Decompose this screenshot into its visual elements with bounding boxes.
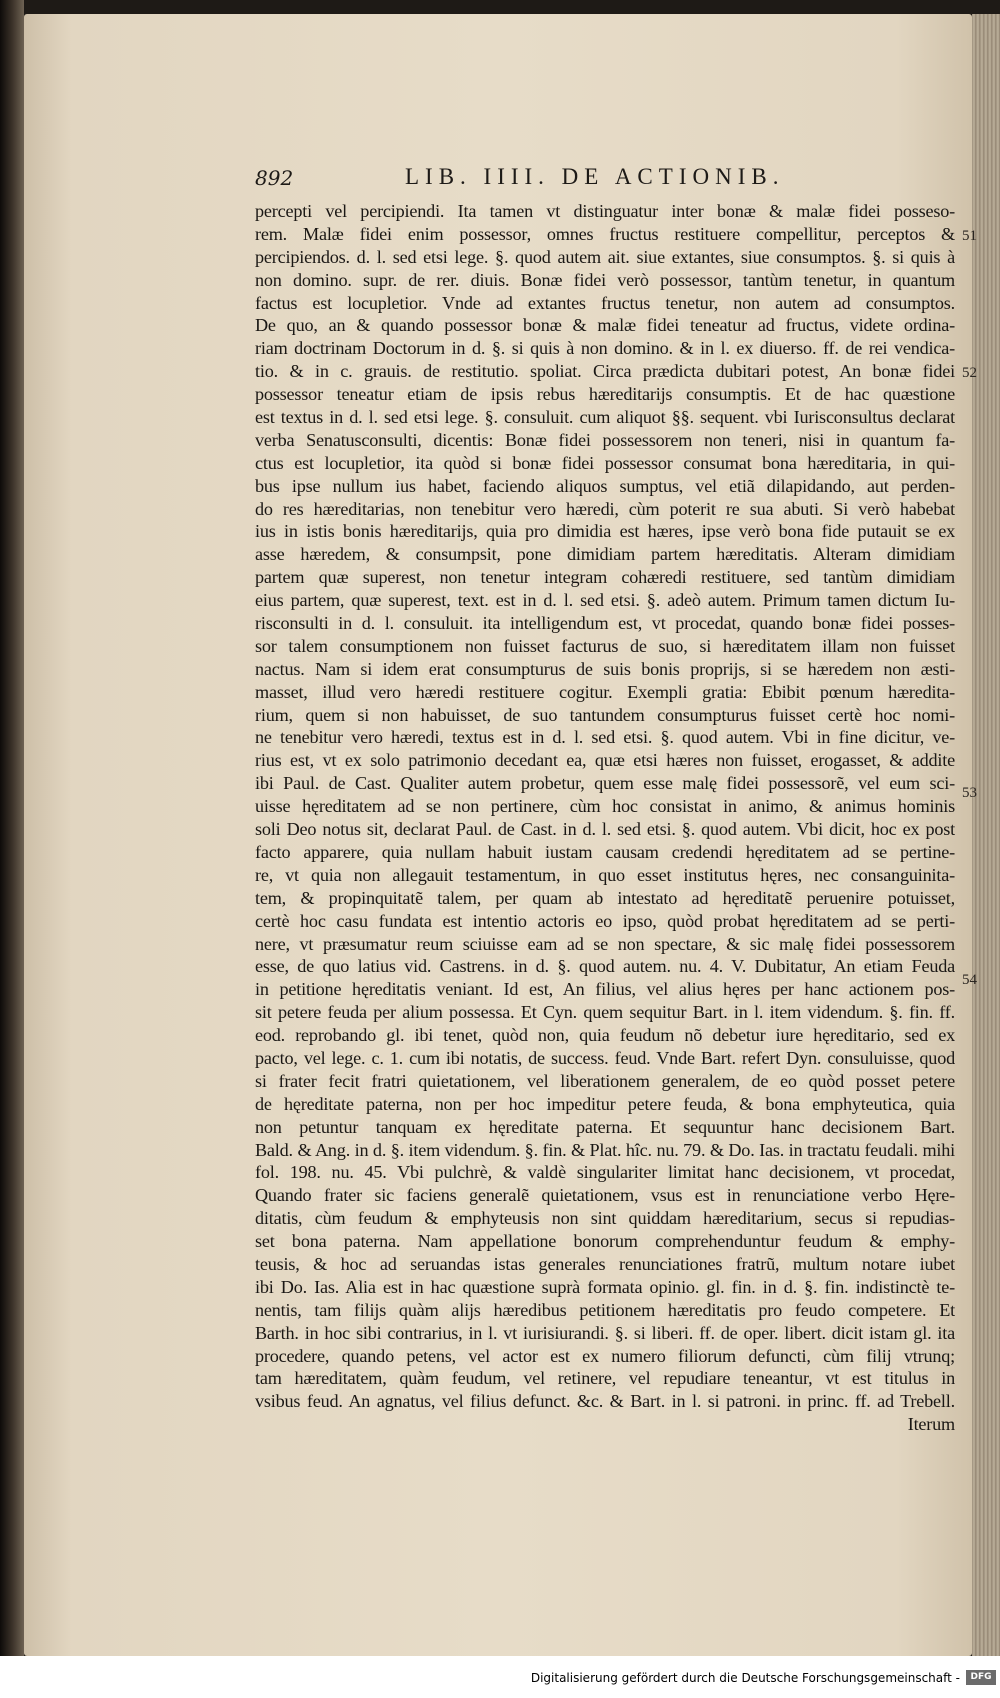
text-line: uisse hęreditatem ad se non pertinere, cùm hoc consistat in animo, & animus hominis xyxy=(255,796,955,817)
footer-credit: Digitalisierung gefördert durch die Deutsche Forschungsgemeinschaft - xyxy=(530,1671,960,1685)
text-line: sit petere feuda per alium possessa. Et Cyn. quem sequitur Bart. in l. item videndum. §. fin. ff. xyxy=(255,1002,955,1023)
text-line: esse, de quo latius vid. Castrens. in d. §. quod autem. nu. 4. V. Dubitatur, An etiam Feuda xyxy=(255,956,955,977)
body-text xyxy=(255,200,955,1436)
text-line: ibi Paul. de Cast. Qualiter autem probetur, quem esse malę fidei possessorẽ, vel eum sci- xyxy=(255,773,955,794)
text-line: eod. reprobando gl. ibi tenet, quòd non, quia feudum nõ debetur iure hęreditario, sed ex xyxy=(255,1025,955,1046)
text-line: sor talem consumptionem non fuisset facturus de suo, si hæreditatem illam non fuisset xyxy=(255,635,955,656)
footer-bar xyxy=(0,1656,1000,1698)
margin-number: 52 xyxy=(962,365,977,381)
text-line: tam hæreditatem, quàm feudum, vel retinere, vel repudiare teneantur, vt est titulus in xyxy=(255,1368,955,1389)
dfg-logo: DFG xyxy=(966,1670,996,1685)
margin-number: 54 xyxy=(962,972,977,988)
text-line: set bona paterna. Nam appellatione bonorum comprehenduntur feudum & emphy- xyxy=(255,1231,955,1252)
text-line: ius in istis bonis hæreditarijs, quia pro dimidia est hæres, ipse verò bona fide putauit se ex xyxy=(255,521,955,542)
text-line: riam doctrinam Doctorum in d. §. si quis à non domino. & in l. ex diuerso. ff. de rei vendica- xyxy=(255,338,955,359)
text-line: Bald. & Ang. in d. §. item videndum. §. fin. & Plat. hîc. nu. 79. & Do. Ias. in tractatu feudali. mihi xyxy=(255,1139,955,1160)
text-line: possessor teneatur etiam de ipsis rebus hæreditarijs consumptis. Et de hac quæstione xyxy=(255,384,955,405)
text-line: asse hæredem, & consumpsit, pone dimidiam partem hæreditatis. Alteram dimidiam xyxy=(255,544,955,565)
page-number: 892 xyxy=(255,166,294,190)
running-head: LIB. IIII. DE ACTIONIB. xyxy=(405,164,785,189)
text-line: certè hoc casu fundata est intentio actoris eo ipso, quòd probat hęreditatem ad se perti- xyxy=(255,910,955,931)
text-line: percepti vel percipiendi. Ita tamen vt distinguatur inter bonæ & malæ fidei posseso- xyxy=(255,201,955,221)
text-line: eius partem, quæ superest, text. est in d. l. sed etsi. §. adeò autem. Primum tamen dictum Iu- xyxy=(255,590,955,611)
text-line: risconsulti in d. l. consuluit. ita intelligendum est, vt procedat, quando bonæ fidei posses- xyxy=(255,613,955,634)
text-line: ne tenebitur vero hæredi, textus est in d. l. sed etsi. §. quod autem. Vbi in fine dicitur, ve- xyxy=(255,727,955,748)
text-line: De quo, an & quando possessor bonæ & malæ fidei teneatur ad fructus, videte ordina- xyxy=(255,315,955,336)
text-line: verba Senatusconsulti, dicentis: Bonæ fidei possessorem non teneri, nisi in quantum fa- xyxy=(255,429,955,450)
text-line: soli Deo notus sit, declarat Paul. de Cast. in d. l. sed etsi. §. quod autem. Vbi dicit, hoc ex post xyxy=(255,819,955,840)
text-line: percipiendos. d. l. sed etsi lege. §. quod autem ait. siue extantes, siue consumptos. §. si quis à xyxy=(255,246,955,267)
book-spine xyxy=(0,0,24,1698)
text-line: tio. & in c. grauis. de restitutio. spoliat. Circa prædicta dubitari potest, An bonæ fidei xyxy=(255,361,955,382)
text-line: ditatis, cùm feudum & emphyteusis non sint quiddam hæreditarium, secus si repudias- xyxy=(255,1208,955,1229)
text-line: fol. 198. nu. 45. Vbi pulchrè, & valdè singulariter limitat hanc decisionem, vt procedat, xyxy=(255,1162,955,1183)
text-line: nentis, tam filijs quàm alijs hæredibus petitionem hæreditatis pro feudo competere. Et xyxy=(255,1299,955,1320)
text-line: facto apparere, quia nullam habuit iustam causam credendi hęreditatem ad se pertine- xyxy=(255,841,955,862)
text-line: factus est locupletior. Vnde ad extantes fructus tenetur, non autem ad consumptos. xyxy=(255,292,955,313)
text-line: Quando frater sic faciens generalẽ quietationem, vsus est in renunciatione verbo Hęre- xyxy=(255,1185,955,1206)
text-line: in petitione hęreditatis veniant. Id est, An filius, vel alius hęres per hanc actionem pos- xyxy=(255,979,955,1000)
text-line: non petuntur tanquam ex hęreditate paterna. Et sequuntur hanc decisionem Bart. xyxy=(255,1116,955,1137)
text-line: partem quæ superest, non tenetur integram cohæredi restituere, sed tantùm dimidiam xyxy=(255,567,955,588)
text-line: rius est, vt ex solo patrimonio decedant ea, quæ etsi hæres non fuisset, erogasset, & addite xyxy=(255,750,955,771)
text-line: ctus est locupletior, ita quòd si bonæ fidei possessor consumat bona hæreditaria, in qui- xyxy=(255,452,955,473)
margin-number: 53 xyxy=(962,785,977,801)
text-line: Iterum xyxy=(907,1414,955,1435)
text-line: non domino. supr. de rer. diuis. Bonæ fidei verò possessor, tantùm tenetur, in quantum xyxy=(255,269,955,290)
text-line: ibi Do. Ias. Alia est in hac quæstione suprà formata opinio. gl. fin. in d. §. fin. indistinctè te- xyxy=(255,1276,955,1297)
text-line: bus ipse nullum ius habet, faciendo aliquos sumptus, vel etiã dilapidando, aut perden- xyxy=(255,475,955,496)
page-edge xyxy=(972,14,1000,1656)
text-line: do res hæreditarias, non tenebitur vero hæredi, cùm poterit re sua abuti. Si verò habebat xyxy=(255,498,955,519)
text-line: masset, illud vero hæredi restituere cogitur. Exempli gratia: Ebibit pœnum hæredita- xyxy=(255,681,955,702)
text-line: pacto, vel lege. c. 1. cum ibi notatis, de success. feud. Vnde Bart. refert Dyn. consuluisse, quod xyxy=(255,1047,955,1068)
page-header xyxy=(255,166,955,198)
text-line: rem. Malæ fidei enim possessor, omnes fructus restituere compellitur, perceptos & xyxy=(255,223,955,244)
text-line: teusis, & hoc ad seruandas istas generales renunciationes fratrũ, multum notare iubet xyxy=(255,1253,955,1274)
text-line: si frater fecit fratri quietationem, vel liberationem generalem, de eo quòd posset petere xyxy=(255,1070,955,1091)
text-line: vsibus feud. An agnatus, vel filius defunct. &c. & Bart. in l. si patroni. in princ. ff. ad Trebell. xyxy=(255,1391,955,1412)
text-line: est textus in d. l. sed etsi lege. §. consuluit. cum aliquot §§. sequent. vbi Iurisconsultus declarat xyxy=(255,407,955,428)
text-line: rium, quem si non habuisset, de suo tantundem consumpturus fuisset certè hoc nomi- xyxy=(255,704,955,725)
text-line: nactus. Nam si idem erat consumpturus de suis bonis proprijs, si se hæredem non æsti- xyxy=(255,658,955,679)
text-line: nere, vt præsumatur reum sciuisse eam ad se non spectare, & sic malę fidei possessorem xyxy=(255,933,955,954)
text-line: re, vt quia non allegauit testamentum, in quo esset institutus hęres, nec consanguinita- xyxy=(255,864,955,885)
text-line: tem, & propinquitatẽ talem, per quam ab intestato ad hęreditatẽ peruenire potuisset, xyxy=(255,887,955,908)
text-line: de hęreditate paterna, non per hoc impeditur petere feuda, & bona emphyteutica, quia xyxy=(255,1093,955,1114)
text-line: procedere, quando petens, vel actor est ex numero filiorum defuncti, cùm filij vtrunq; xyxy=(255,1345,955,1366)
margin-number: 51 xyxy=(962,228,977,244)
text-line: Barth. in hoc sibi contrarius, in l. vt iurisiurandi. §. si liberi. ff. de oper. libert. dicit istam gl. ita xyxy=(255,1322,955,1343)
